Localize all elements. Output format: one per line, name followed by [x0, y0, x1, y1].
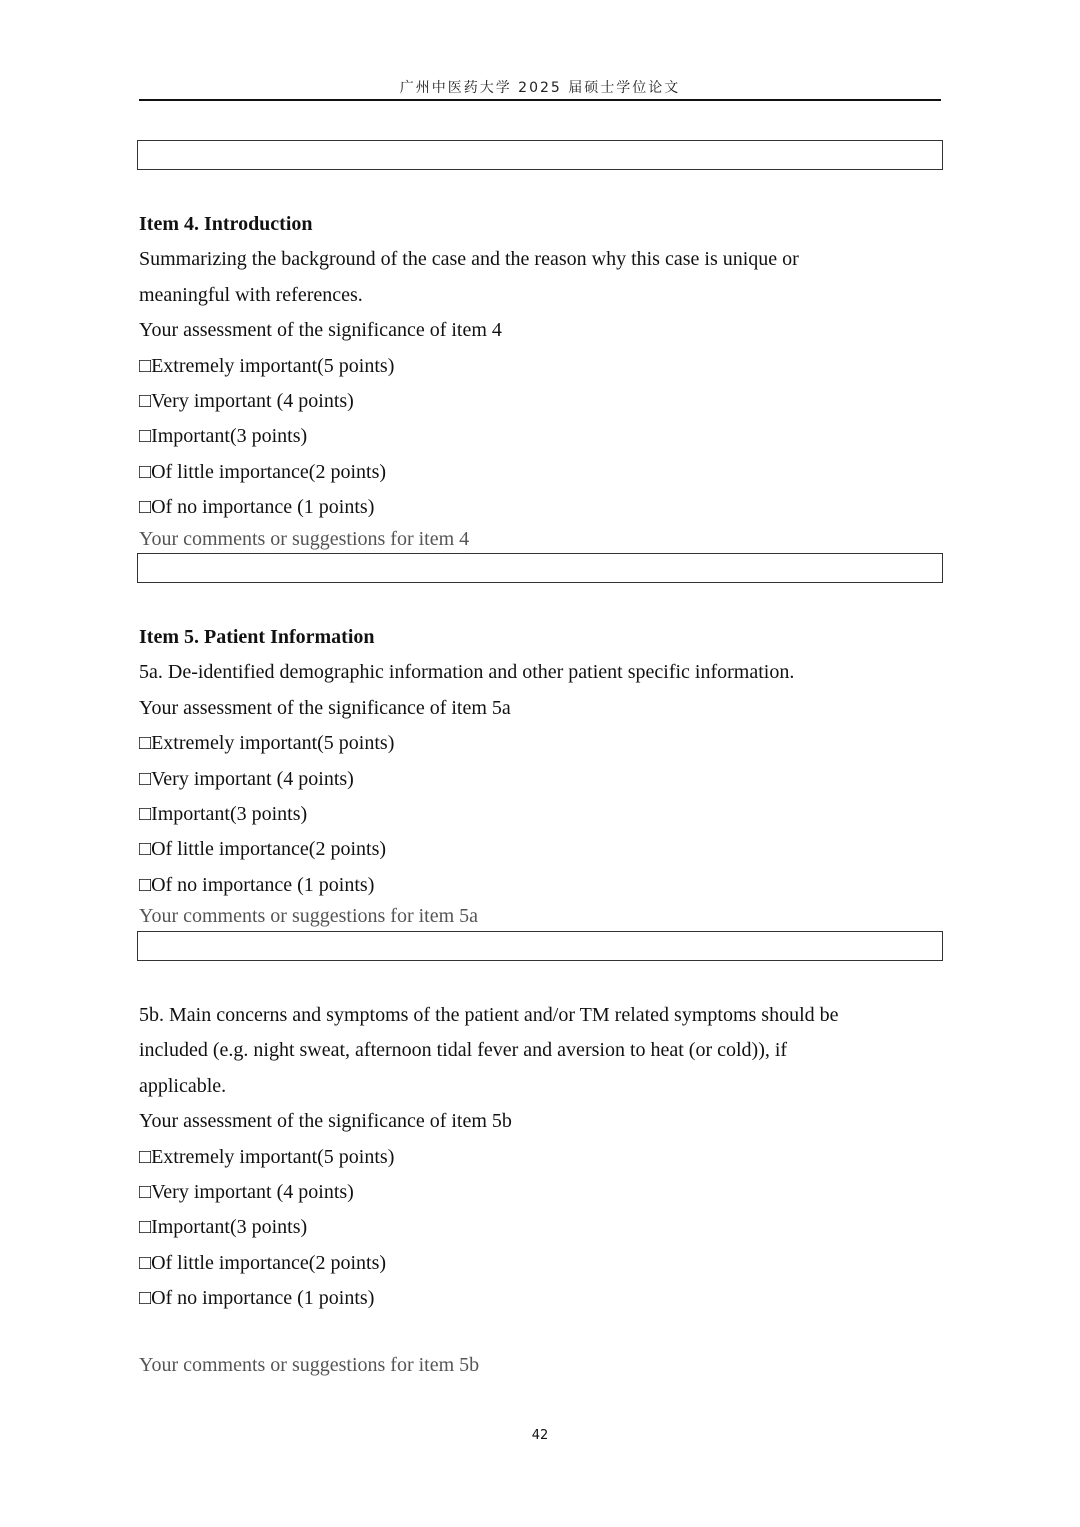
comment-box[interactable] [137, 553, 943, 583]
option-checkbox[interactable]: □Of no importance (1 points) [139, 1287, 375, 1310]
description-line: applicable. [139, 1074, 227, 1097]
section-heading: Item 4. Introduction [139, 213, 313, 235]
comment-box-item-3[interactable] [137, 140, 943, 170]
option-checkbox[interactable]: □Very important (4 points) [139, 1181, 354, 1203]
option-checkbox[interactable]: □Very important (4 points) [139, 390, 354, 412]
option-checkbox[interactable]: □Of little importance(2 points) [139, 838, 387, 861]
comment-box[interactable] [137, 931, 943, 961]
option-checkbox[interactable]: □Important(3 points) [139, 1216, 308, 1239]
description-line: 5a. De-identified demographic information and other patient specific information. [139, 661, 795, 684]
running-header: 广州中医药大学 2025 届硕士学位论文 [399, 80, 681, 96]
assessment-prompt: Your assessment of the significance of item 4 [139, 319, 502, 342]
description-line: included (e.g. night sweat, afternoon tidal fever and aversion to heat (or cold)), if [139, 1039, 788, 1062]
description-line: 5b. Main concerns and symptoms of the patient and/or TM related symptoms should be [139, 1004, 839, 1026]
option-checkbox[interactable]: □Extremely important(5 points) [139, 354, 395, 377]
option-checkbox[interactable]: □Of little importance(2 points) [139, 1251, 387, 1274]
description-line: Summarizing the background of the case and the reason why this case is unique or [139, 248, 799, 271]
option-checkbox[interactable]: □Extremely important(5 points) [139, 732, 395, 755]
comment-prompt: Your comments or suggestions for item 5b [139, 1354, 480, 1377]
option-checkbox[interactable]: □Of little importance(2 points) [139, 460, 387, 483]
option-checkbox[interactable]: □Important(3 points) [139, 425, 308, 448]
assessment-prompt: Your assessment of the significance of item 5b [139, 1110, 512, 1133]
comment-prompt: Your comments or suggestions for item 4 [139, 528, 470, 551]
assessment-prompt: Your assessment of the significance of item 5a [139, 696, 511, 719]
header-rule [139, 99, 941, 101]
option-checkbox[interactable]: □Of no importance (1 points) [139, 496, 375, 519]
option-checkbox[interactable]: □Of no importance (1 points) [139, 873, 375, 896]
description-line: meaningful with references. [139, 283, 363, 306]
option-checkbox[interactable]: □Very important (4 points) [139, 767, 354, 790]
page-number: 42 [531, 1428, 549, 1443]
option-checkbox[interactable]: □Important(3 points) [139, 803, 308, 825]
comment-prompt: Your comments or suggestions for item 5a [139, 904, 479, 927]
option-checkbox[interactable]: □Extremely important(5 points) [139, 1145, 395, 1168]
section-heading: Item 5. Patient Information [139, 626, 375, 648]
